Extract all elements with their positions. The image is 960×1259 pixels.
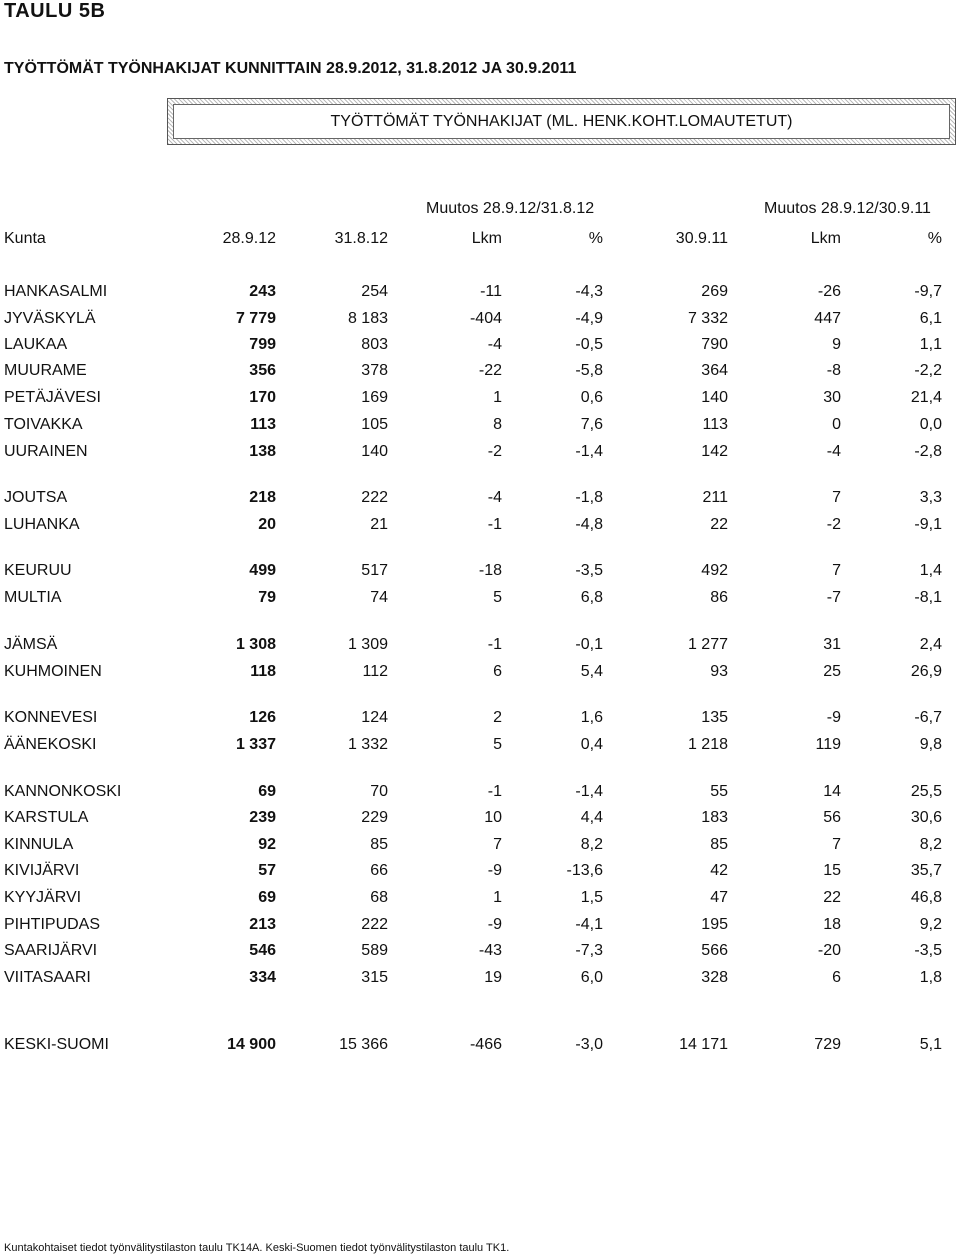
- table-cell: 21: [370, 516, 388, 533]
- table-cell: -4,9: [575, 310, 603, 327]
- table-cell: 1 309: [347, 636, 388, 653]
- table-cell: 79: [258, 589, 276, 606]
- table-cell: 6,0: [580, 969, 603, 986]
- table-cell: 74: [370, 589, 388, 606]
- municipality-name: KANNONKOSKI: [4, 783, 122, 800]
- table-cell: 5: [493, 736, 502, 753]
- table-cell: 790: [701, 336, 728, 353]
- municipality-name: KEURUU: [4, 562, 72, 579]
- table-row: [0, 362, 960, 386]
- table-cell: -4,3: [575, 283, 603, 300]
- table-cell: -1,4: [575, 443, 603, 460]
- table-cell: 239: [249, 809, 276, 826]
- table-cell: -43: [478, 942, 502, 959]
- table-cell: -2: [826, 516, 841, 533]
- table-cell: -8: [826, 362, 841, 379]
- table-cell: 20: [258, 516, 276, 533]
- page-title: TAULU 5B: [4, 0, 106, 22]
- table-cell: 14 900: [227, 1036, 276, 1053]
- table-cell: 169: [361, 389, 388, 406]
- table-cell: -2: [487, 443, 502, 460]
- table-cell: 119: [815, 736, 841, 753]
- municipality-name: MULTIA: [4, 589, 62, 606]
- table-row: [0, 310, 960, 334]
- municipality-name: MUURAME: [4, 362, 87, 379]
- table-row: [0, 589, 960, 613]
- table-cell: 6: [832, 969, 841, 986]
- table-cell: 328: [701, 969, 728, 986]
- table-cell: 8,2: [580, 836, 603, 853]
- table-cell: -9,7: [914, 283, 942, 300]
- table-cell: 9,2: [919, 916, 942, 933]
- table-cell: 138: [249, 443, 276, 460]
- table-cell: 42: [710, 862, 728, 879]
- table-cell: 7,6: [580, 416, 603, 433]
- table-cell: 1 277: [687, 636, 728, 653]
- table-cell: 68: [370, 889, 388, 906]
- header-muutos-2: Muutos 28.9.12/30.9.11: [764, 200, 931, 217]
- table-cell: 25,5: [910, 783, 942, 800]
- table-cell: 21,4: [910, 389, 942, 406]
- table-cell: -7: [826, 589, 841, 606]
- municipality-name: JÄMSÄ: [4, 636, 58, 653]
- table-cell: 8,2: [919, 836, 942, 853]
- table-cell: 118: [250, 663, 276, 680]
- table-cell: 25: [823, 663, 841, 680]
- table-cell: -1: [487, 783, 502, 800]
- table-row: [0, 389, 960, 413]
- table-cell: -4,1: [575, 916, 603, 933]
- table-row: [0, 489, 960, 513]
- table-cell: 113: [702, 416, 728, 433]
- table-cell: 211: [702, 489, 728, 506]
- table-cell: 1,8: [919, 969, 942, 986]
- municipality-name: PETÄJÄVESI: [4, 389, 101, 406]
- table-cell: 183: [701, 809, 728, 826]
- table-cell: 85: [370, 836, 388, 853]
- table-cell: 170: [249, 389, 276, 406]
- table-cell: 9,8: [919, 736, 942, 753]
- header-pct-1: %: [588, 230, 603, 247]
- table-cell: -2,8: [914, 443, 942, 460]
- municipality-name: ÄÄNEKOSKI: [4, 736, 97, 753]
- table-cell: 30: [823, 389, 841, 406]
- table-cell: -9: [487, 916, 502, 933]
- table-row: [0, 336, 960, 360]
- table-row: [0, 516, 960, 540]
- table-cell: 69: [258, 889, 276, 906]
- table-cell: 356: [249, 362, 276, 379]
- table-cell: 10: [484, 809, 502, 826]
- table-cell: 334: [249, 969, 276, 986]
- table-cell: -18: [478, 562, 502, 579]
- table-cell: -1: [487, 516, 502, 533]
- footer-note: Kuntakohtaiset tiedot työnvälitystilaston taulu TK14A. Keski-Suomen tiedot työnvälitystilaston taulu TK1.: [4, 1242, 510, 1254]
- municipality-name: JOUTSA: [4, 489, 68, 506]
- table-row: [0, 416, 960, 440]
- table-cell: 5: [493, 589, 502, 606]
- table-row: [0, 862, 960, 886]
- table-cell: 70: [370, 783, 388, 800]
- table-cell: 30,6: [910, 809, 942, 826]
- table-cell: 0,6: [580, 389, 603, 406]
- table-cell: 7: [493, 836, 502, 853]
- municipality-name: JYVÄSKYLÄ: [4, 310, 96, 327]
- table-cell: -2,2: [914, 362, 942, 379]
- table-cell: 46,8: [910, 889, 942, 906]
- municipality-name: TOIVAKKA: [4, 416, 83, 433]
- table-cell: -4,8: [575, 516, 603, 533]
- table-cell: 113: [250, 416, 276, 433]
- table-cell: 1,4: [919, 562, 942, 579]
- header-kunta: Kunta: [4, 230, 46, 247]
- table-row: [0, 736, 960, 760]
- table-cell: -4: [487, 489, 502, 506]
- table-cell: 213: [249, 916, 276, 933]
- table-cell: 69: [258, 783, 276, 800]
- table-cell: 1 337: [235, 736, 276, 753]
- table-cell: 0,4: [580, 736, 603, 753]
- table-banner-text: TYÖTTÖMÄT TYÖNHAKIJAT (ML. HENK.KOHT.LOMAUTETUT): [173, 104, 950, 139]
- table-cell: -13,6: [566, 862, 603, 879]
- municipality-name: HANKASALMI: [4, 283, 108, 300]
- table-row: [0, 889, 960, 913]
- table-cell: 5,1: [919, 1036, 942, 1053]
- table-cell: -3,0: [575, 1036, 603, 1053]
- municipality-name: LAUKAA: [4, 336, 68, 353]
- table-cell: 140: [361, 443, 388, 460]
- header-28-9-12: 28.9.12: [222, 230, 276, 247]
- table-cell: -20: [817, 942, 841, 959]
- municipality-name: KIVIJÄRVI: [4, 862, 80, 879]
- header-30-9-11: 30.9.11: [675, 230, 728, 247]
- table-cell: 5,4: [580, 663, 603, 680]
- table-cell: 4,4: [580, 809, 603, 826]
- table-cell: 55: [710, 783, 728, 800]
- table-cell: 0: [832, 416, 841, 433]
- table-row: [0, 443, 960, 467]
- table-cell: 222: [361, 489, 388, 506]
- table-cell: -466: [469, 1036, 502, 1053]
- table-cell: 7 779: [235, 310, 276, 327]
- table-cell: -9: [487, 862, 502, 879]
- municipality-name: KUHMOINEN: [4, 663, 102, 680]
- municipality-name: KESKI-SUOMI: [4, 1036, 109, 1053]
- table-cell: 1,6: [580, 709, 603, 726]
- municipality-name: SAARIJÄRVI: [4, 942, 98, 959]
- table-cell: 7: [832, 562, 841, 579]
- table-cell: 9: [832, 336, 841, 353]
- header-31-8-12: 31.8.12: [334, 230, 388, 247]
- table-cell: 1: [493, 889, 502, 906]
- table-cell: -11: [480, 283, 502, 300]
- table-cell: 6,1: [919, 310, 942, 327]
- table-cell: -9: [826, 709, 841, 726]
- table-cell: 85: [710, 836, 728, 853]
- table-cell: -22: [478, 362, 502, 379]
- municipality-name: UURAINEN: [4, 443, 88, 460]
- table-cell: 0,0: [919, 416, 942, 433]
- table-row: [0, 836, 960, 860]
- table-cell: 2: [493, 709, 502, 726]
- table-cell: 546: [249, 942, 276, 959]
- table-cell: 66: [370, 862, 388, 879]
- municipality-name: LUHANKA: [4, 516, 80, 533]
- table-cell: 499: [249, 562, 276, 579]
- table-cell: 6,8: [580, 589, 603, 606]
- table-cell: -3,5: [575, 562, 603, 579]
- table-cell: 56: [823, 809, 841, 826]
- table-cell: -0,1: [575, 636, 603, 653]
- table-cell: 2,4: [919, 636, 942, 653]
- table-cell: 222: [361, 916, 388, 933]
- table-cell: 57: [258, 862, 276, 879]
- municipality-name: KINNULA: [4, 836, 74, 853]
- table-cell: 15 366: [339, 1036, 388, 1053]
- table-cell: 22: [823, 889, 841, 906]
- page-subtitle: TYÖTTÖMÄT TYÖNHAKIJAT KUNNITTAIN 28.9.2012, 31.8.2012 JA 30.9.2011: [4, 60, 577, 77]
- table-cell: -0,5: [575, 336, 603, 353]
- table-cell: 1,5: [580, 889, 603, 906]
- table-cell: 31: [823, 636, 841, 653]
- table-banner: [167, 98, 956, 145]
- table-cell: 1 332: [347, 736, 388, 753]
- table-cell: 254: [361, 283, 388, 300]
- table-cell: -8,1: [914, 589, 942, 606]
- municipality-name: KARSTULA: [4, 809, 89, 826]
- table-cell: 1: [493, 389, 502, 406]
- table-cell: 8: [493, 416, 502, 433]
- table-cell: 1 218: [687, 736, 728, 753]
- table-row: [0, 969, 960, 993]
- table-cell: 18: [823, 916, 841, 933]
- table-cell: 803: [361, 336, 388, 353]
- table-cell: 26,9: [910, 663, 942, 680]
- municipality-name: KYYJÄRVI: [4, 889, 82, 906]
- table-row: [0, 916, 960, 940]
- table-cell: 269: [701, 283, 728, 300]
- table-cell: -1: [487, 636, 502, 653]
- table-row: [0, 636, 960, 660]
- table-cell: 14 171: [679, 1036, 728, 1053]
- table-cell: 6: [493, 663, 502, 680]
- table-cell: 492: [701, 562, 728, 579]
- table-cell: 14: [823, 783, 841, 800]
- table-cell: 589: [361, 942, 388, 959]
- table-cell: 112: [362, 663, 388, 680]
- table-cell: 105: [361, 416, 388, 433]
- table-cell: 364: [701, 362, 728, 379]
- table-cell: -9,1: [914, 516, 942, 533]
- table-cell: 517: [361, 562, 388, 579]
- table-cell: 22: [710, 516, 728, 533]
- table-cell: -3,5: [914, 942, 942, 959]
- table-cell: -5,8: [575, 362, 603, 379]
- table-cell: -7,3: [575, 942, 603, 959]
- table-cell: 3,3: [919, 489, 942, 506]
- municipality-name: VIITASAARI: [4, 969, 91, 986]
- table-cell: 1 308: [235, 636, 276, 653]
- table-row: [0, 663, 960, 687]
- table-cell: 93: [710, 663, 728, 680]
- header-lkm-2: Lkm: [810, 230, 841, 247]
- header-muutos-1: Muutos 28.9.12/31.8.12: [426, 200, 595, 217]
- table-cell: -26: [817, 283, 841, 300]
- table-cell: 47: [710, 889, 728, 906]
- table-cell: 229: [361, 809, 388, 826]
- table-cell: -4: [487, 336, 502, 353]
- table-cell: 243: [249, 283, 276, 300]
- table-cell: -1,8: [575, 489, 603, 506]
- table-cell: 7: [832, 489, 841, 506]
- table-cell: 447: [814, 310, 841, 327]
- table-cell: 86: [710, 589, 728, 606]
- table-cell: 135: [701, 709, 728, 726]
- table-cell: 19: [484, 969, 502, 986]
- table-cell: 218: [249, 489, 276, 506]
- table-cell: 378: [361, 362, 388, 379]
- table-cell: 92: [258, 836, 276, 853]
- table-cell: 126: [249, 709, 276, 726]
- table-cell: 142: [701, 443, 728, 460]
- table-cell: 15: [823, 862, 841, 879]
- table-row: [0, 809, 960, 833]
- table-cell: 566: [701, 942, 728, 959]
- table-row: [0, 1036, 960, 1060]
- table-cell: 124: [361, 709, 388, 726]
- municipality-name: PIHTIPUDAS: [4, 916, 101, 933]
- table-cell: 195: [701, 916, 728, 933]
- table-row: [0, 942, 960, 966]
- table-cell: 729: [814, 1036, 841, 1053]
- table-cell: -6,7: [914, 709, 942, 726]
- table-row: [0, 562, 960, 586]
- table-cell: 8 183: [347, 310, 388, 327]
- table-cell: 7: [832, 836, 841, 853]
- table-row: [0, 709, 960, 733]
- table-cell: 315: [361, 969, 388, 986]
- table-cell: 7 332: [687, 310, 728, 327]
- table-cell: -4: [826, 443, 841, 460]
- table-cell: -1,4: [575, 783, 603, 800]
- table-row: [0, 783, 960, 807]
- table-cell: 799: [249, 336, 276, 353]
- table-row: [0, 283, 960, 307]
- table-cell: 1,1: [919, 336, 942, 353]
- municipality-name: KONNEVESI: [4, 709, 98, 726]
- header-lkm-1: Lkm: [471, 230, 502, 247]
- header-pct-2: %: [927, 230, 942, 247]
- table-cell: 140: [701, 389, 728, 406]
- table-cell: 35,7: [910, 862, 942, 879]
- table-cell: -404: [469, 310, 502, 327]
